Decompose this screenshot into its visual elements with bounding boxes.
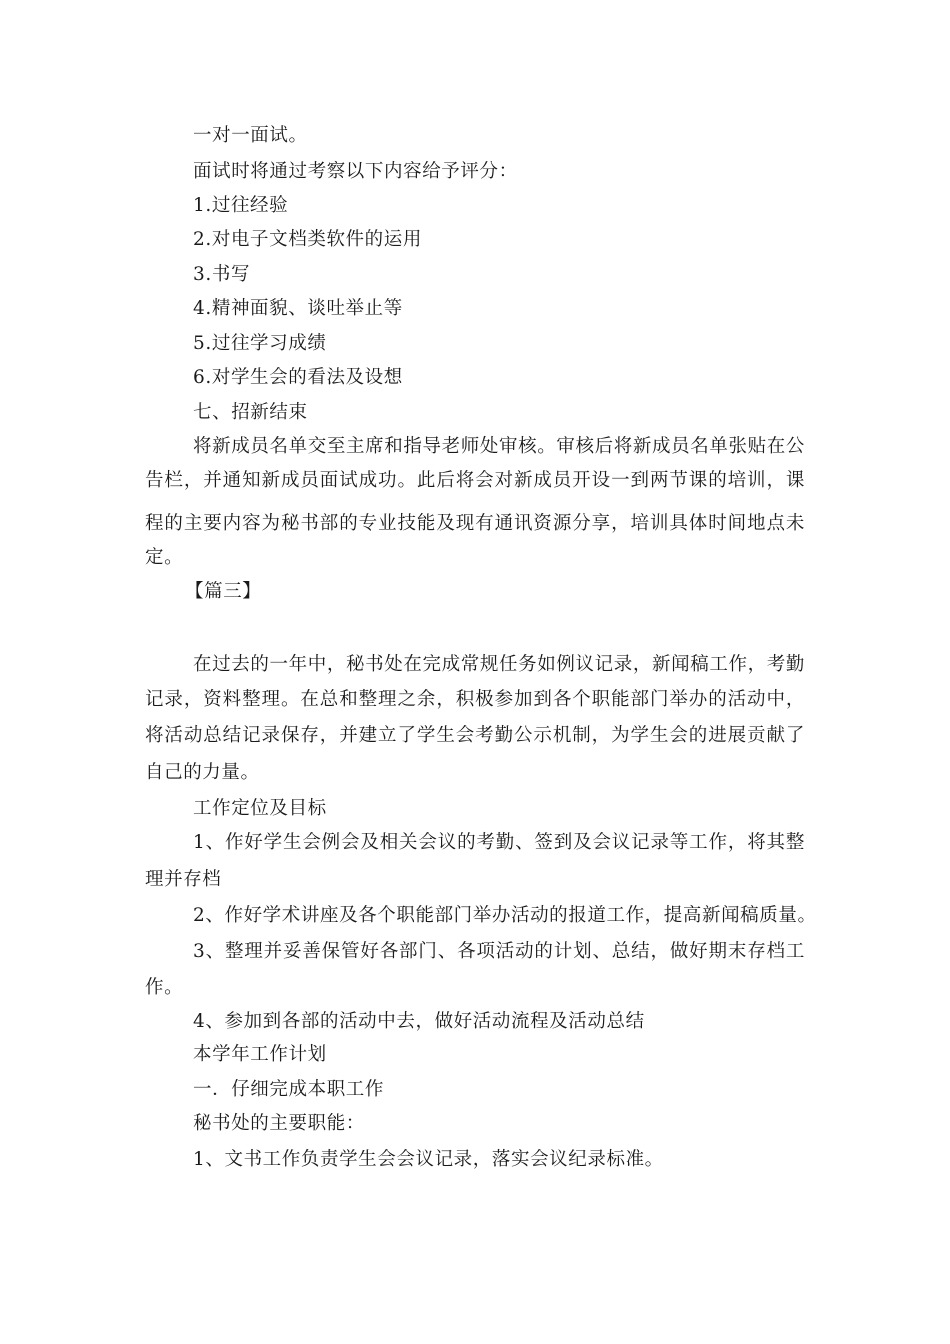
paragraph-line: 将活动总结记录保存，并建立了学生会考勤公示机制，为学生会的进展贡献了 [145,725,805,746]
paragraph-line: 程的主要内容为秘书部的专业技能及现有通讯资源分享，培训具体时间地点未 [145,513,805,534]
paragraph-line: 自己的力量。 [145,762,260,783]
list-item-continuation: 作。 [145,977,184,998]
section-heading: 七、招新结束 [193,402,308,423]
part-heading: 【篇三】 [185,581,262,602]
list-item: 1、作好学生会例会及相关会议的考勤、签到及会议记录等工作，将其整 [193,832,805,853]
list-item: 2、作好学术讲座及各个职能部门举办活动的报道工作，提高新闻稿质量。 [193,905,817,926]
list-item: 3、整理并妥善保管好各部门、各项活动的计划、总结，做好期末存档工 [193,941,805,962]
paragraph-line: 在过去的一年中，秘书处在完成常规任务如例议记录，新闻稿工作，考勤 [193,654,805,675]
list-item-continuation: 理并存档 [145,869,222,890]
paragraph-line: 一对一面试。 [193,125,308,146]
list-item: 5.过往学习成绩 [193,333,327,354]
section-heading: 本学年工作计划 [193,1044,327,1065]
subsection-heading: 一．仔细完成本职工作 [193,1079,385,1100]
paragraph-line: 将新成员名单交至主席和指导老师处审核。审核后将新成员名单张贴在公 [193,436,805,457]
list-item: 4.精神面貌、谈吐举止等 [193,298,403,319]
paragraph-line: 定。 [145,547,184,568]
list-item: 2.对电子文档类软件的运用 [193,229,422,250]
list-item: 6.对学生会的看法及设想 [193,367,403,388]
list-item: 1、文书工作负责学生会会议记录，落实会议纪录标准。 [193,1149,664,1170]
paragraph-line: 秘书处的主要职能： [193,1113,365,1134]
paragraph-line: 告栏，并通知新成员面试成功。此后将会对新成员开设一到两节课的培训，课 [145,470,805,491]
list-item: 4、参加到各部的活动中去，做好活动流程及活动总结 [193,1011,645,1032]
paragraph-line: 面试时将通过考察以下内容给予评分： [193,161,518,182]
list-item: 1.过往经验 [193,195,289,216]
section-heading: 工作定位及目标 [193,798,327,819]
paragraph-line: 记录，资料整理。在总和整理之余，积极参加到各个职能部门举办的活动中， [145,689,805,710]
list-item: 3.书写 [193,264,251,285]
